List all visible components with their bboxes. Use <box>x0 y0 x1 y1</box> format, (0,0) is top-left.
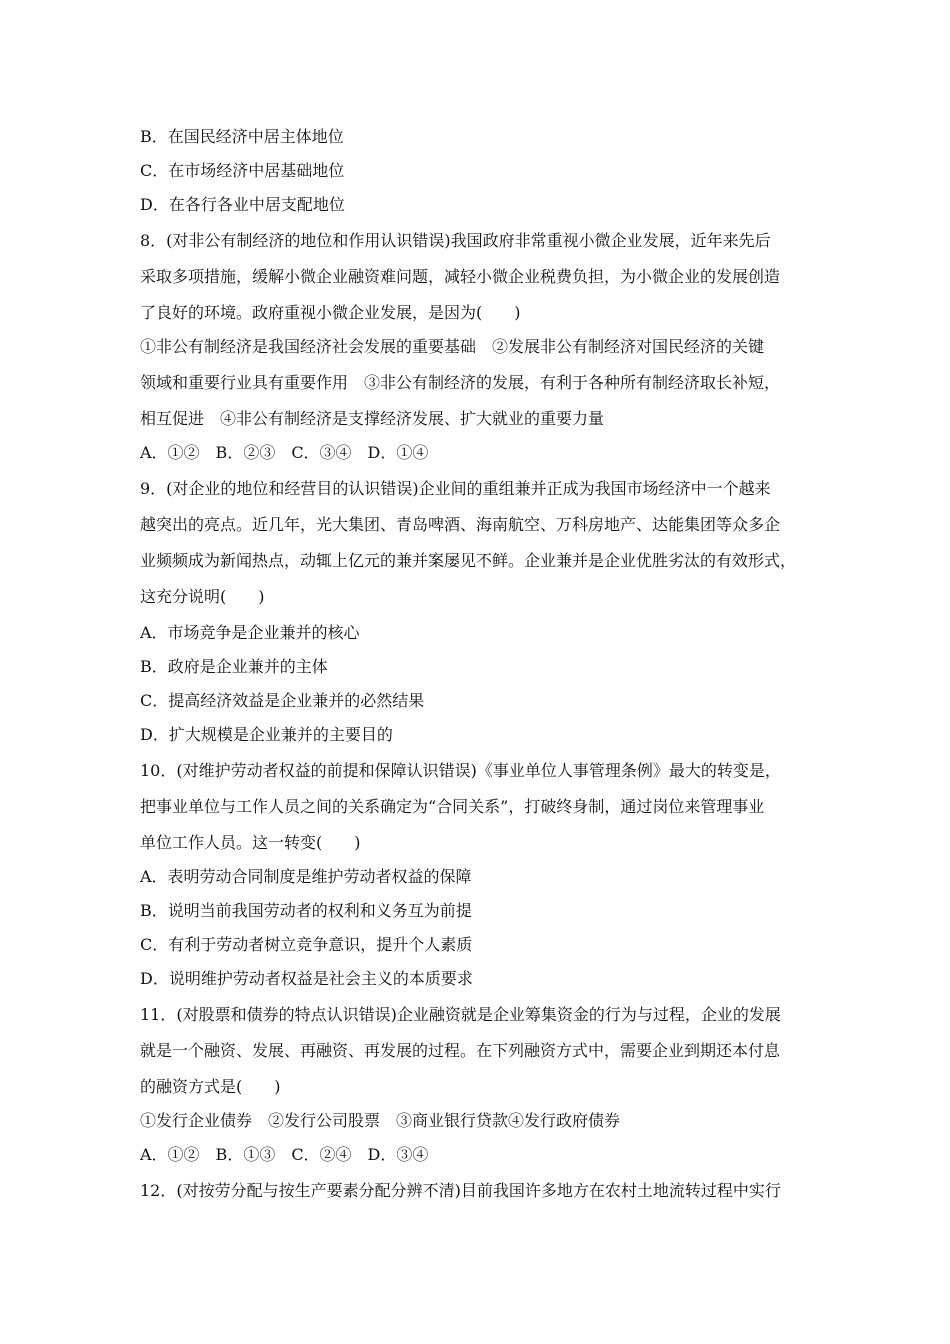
text-line: ①发行企业债券 ②发行公司股票 ③商业银行贷款④发行政府债券 <box>140 1111 621 1130</box>
text-line: C．有利于劳动者树立竞争意识，提升个人素质 <box>140 935 473 954</box>
text-line: A．①② B．②③ C．③④ D．①④ <box>140 443 429 462</box>
text-line: 就是一个融资、发展、再融资、再发展的过程。在下列融资方式中，需要企业到期还本付息 <box>140 1041 781 1060</box>
text-line: 领域和重要行业具有重要作用 ③非公有制经济的发展，有利于各种所有制经济取长补短， <box>140 373 781 392</box>
text-line: A．市场竞争是企业兼并的核心 <box>140 623 360 642</box>
text-line: C．在市场经济中居基础地位 <box>140 161 345 180</box>
text-line: 这充分说明( ) <box>140 587 265 606</box>
text-line: A．表明劳动合同制度是维护劳动者权益的保障 <box>140 867 472 886</box>
text-line: 业频频成为新闻热点，动辄上亿元的兼并案屡见不鲜。企业兼并是企业优胜劣汰的有效形式， <box>140 551 797 570</box>
text-line: A．①② B．①③ C．②④ D．③④ <box>140 1145 429 1164</box>
text-line: 采取多项措施，缓解小微企业融资难问题，减轻小微企业税费负担，为小微企业的发展创造 <box>140 267 781 286</box>
text-line: 把事业单位与工作人员之间的关系确定为“合同关系”，打破终身制，通过岗位来管理事业 <box>140 797 765 816</box>
text-line: B．在国民经济中居主体地位 <box>140 127 344 146</box>
text-line: B．政府是企业兼并的主体 <box>140 657 328 676</box>
text-line: 越突出的亮点。近几年，光大集团、青岛啤酒、海南航空、万科房地产、达能集团等众多企 <box>140 515 781 534</box>
text-line: 10．(对维护劳动者权益的前提和保障认识错误)《事业单位人事管理条例》最大的转变是， <box>140 761 781 780</box>
text-line: 的融资方式是( ) <box>140 1077 281 1096</box>
text-line: 相互促进 ④非公有制经济是支撑经济发展、扩大就业的重要力量 <box>140 409 605 428</box>
text-line: C．提高经济效益是企业兼并的必然结果 <box>140 691 425 710</box>
text-line: 9．(对企业的地位和经营目的认识错误)企业间的重组兼并正成为我国市场经济中一个越来 <box>140 479 771 498</box>
text-line: D．在各行各业中居支配地位 <box>140 195 345 214</box>
text-line: 了良好的环境。政府重视小微企业发展，是因为( ) <box>140 303 521 322</box>
text-line: D．扩大规模是企业兼并的主要目的 <box>140 725 393 744</box>
text-line: ①非公有制经济是我国经济社会发展的重要基础 ②发展非公有制经济对国民经济的关键 <box>140 337 765 356</box>
text-line: 12．(对按劳分配与按生产要素分配分辨不清)目前我国许多地方在农村土地流转过程中实行 <box>140 1181 781 1200</box>
text-line: D．说明维护劳动者权益是社会主义的本质要求 <box>140 969 473 988</box>
text-line: 11．(对股票和债券的特点认识错误)企业融资就是企业筹集资金的行为与过程，企业的发展 <box>140 1005 781 1024</box>
text-line: 单位工作人员。这一转变( ) <box>140 833 361 852</box>
text-line: 8．(对非公有制经济的地位和作用认识错误)我国政府非常重视小微企业发展，近年来先后 <box>140 231 771 250</box>
text-line: B．说明当前我国劳动者的权利和义务互为前提 <box>140 901 472 920</box>
